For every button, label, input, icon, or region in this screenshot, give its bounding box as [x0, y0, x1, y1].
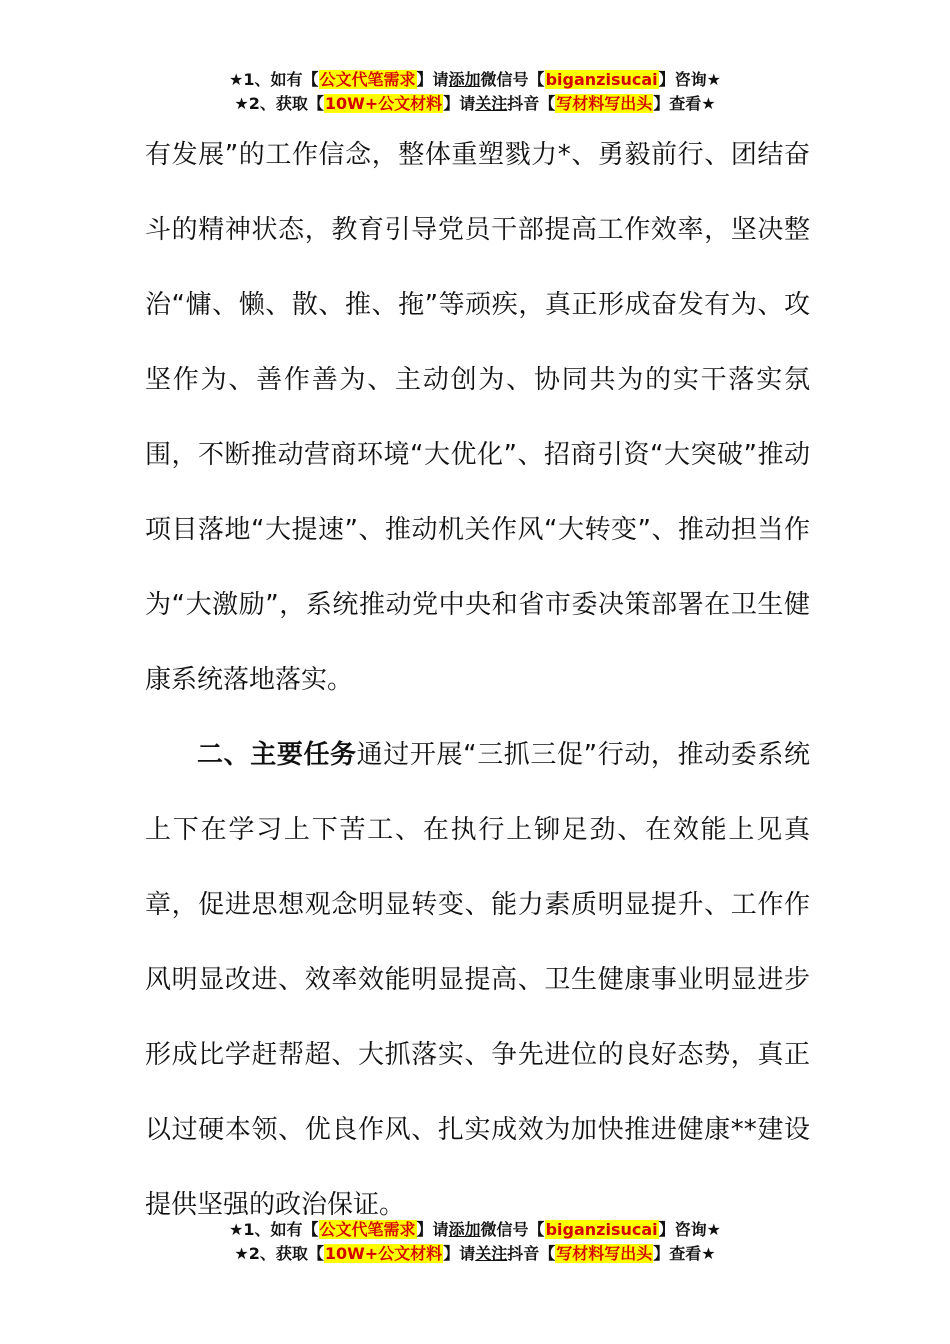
- underlined-text: 关注: [475, 94, 508, 113]
- banner-line-1: [0, 1218, 950, 1242]
- paragraph-2-text: 通过开展“三抓三促”行动，推动委系统上下在学习上下苦工、在执行上铆足劲、在效能上见真章，促进思想观念明显转变、能力素质明显提升、工作作风明显改进、效率效能明显提高、卫生健康事业明显进步形成比学赶帮超、大抓落实、争先进位的良好态势，真正以过硬本领、优良作风、扎实成效为加快推进健康**建设提供坚强的政治保证。: [145, 740, 810, 1220]
- highlight-materials: 10W+公文材料: [324, 1244, 443, 1263]
- paragraph-1: 有发展”的工作信念，整体重塑戮力*、勇毅前行、团结奋斗的精神状态，教育引导党员干部提高工作效率，坚决整治“慵、懒、散、推、拖”等顽疾，真正形成奋发有为、攻坚作为、善作善为、主动创为、协同共为的实干落实氛围，不断推动营商环境“大优化”、招商引资“大突破”推动项目落地“大提速”、推动机关作风“大转变”、推动担当作为“大激励”，系统推动党中央和省市委决策部署在卫生健康系统落地落实。: [145, 140, 810, 695]
- banner-text: ★2、获取【: [234, 1244, 324, 1263]
- banner-text: 】咨询★: [658, 1220, 721, 1239]
- banner-line-2: [0, 1242, 950, 1266]
- banner-text: 抖音【: [507, 94, 556, 113]
- banner-line-2: [0, 92, 950, 116]
- underlined-text: 添加: [448, 70, 481, 89]
- banner-line-1: [0, 68, 950, 92]
- banner-text: 微信号【: [480, 1220, 545, 1239]
- banner-text: ★2、获取【: [234, 94, 324, 113]
- banner-text: 】请: [416, 1220, 449, 1239]
- highlight-service: 公文代笔需求: [319, 70, 416, 89]
- section-heading: 二、主要任务: [197, 740, 357, 770]
- banner-text: 】请: [416, 70, 449, 89]
- highlight-wechat-id: biganzisucai: [545, 1220, 658, 1239]
- banner-text: 】查看★: [653, 1244, 716, 1263]
- banner-text: 抖音【: [507, 1244, 556, 1263]
- paragraph-2: [145, 718, 810, 1243]
- underlined-text: 添加: [448, 1220, 481, 1239]
- highlight-materials: 10W+公文材料: [324, 94, 443, 113]
- banner-text: 】咨询★: [658, 70, 721, 89]
- header-banner: [0, 68, 950, 116]
- banner-text: 】查看★: [653, 94, 716, 113]
- banner-text: ★1、如有【: [229, 70, 319, 89]
- highlight-wechat-id: biganzisucai: [545, 70, 658, 89]
- document-body: [145, 118, 810, 1243]
- underlined-text: 关注: [475, 1244, 508, 1263]
- banner-text: ★1、如有【: [229, 1220, 319, 1239]
- highlight-service: 公文代笔需求: [319, 1220, 416, 1239]
- footer-banner: [0, 1218, 950, 1266]
- highlight-douyin-id: 写材料写出头: [556, 94, 653, 113]
- highlight-douyin-id: 写材料写出头: [556, 1244, 653, 1263]
- banner-text: 】请: [443, 94, 476, 113]
- banner-text: 微信号【: [480, 70, 545, 89]
- banner-text: 】请: [443, 1244, 476, 1263]
